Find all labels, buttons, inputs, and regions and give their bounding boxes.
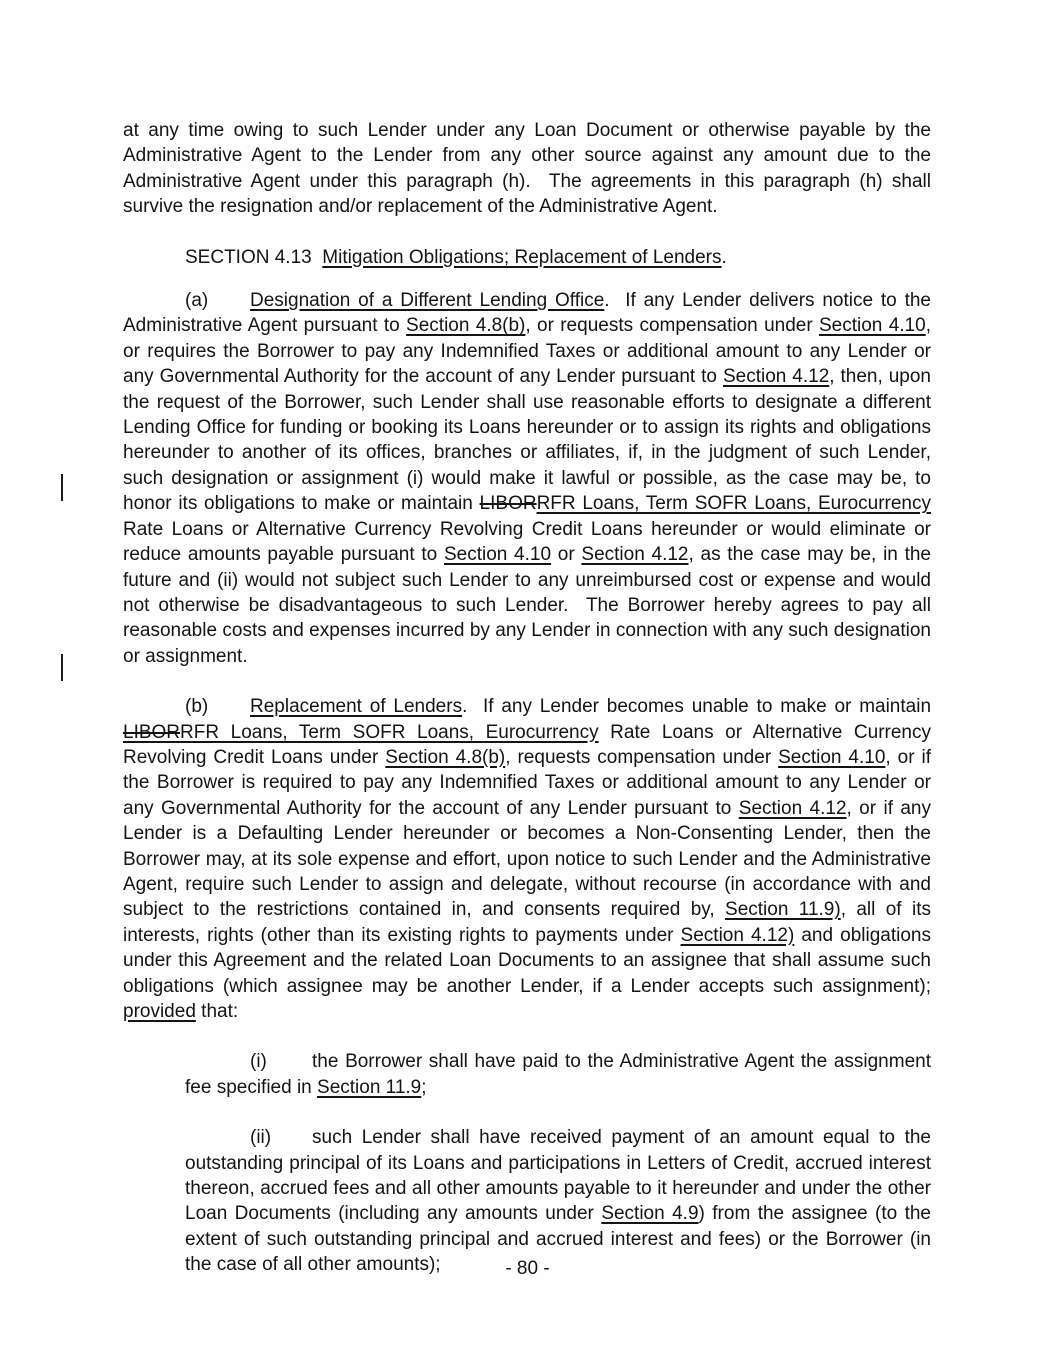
list-label: (b) <box>185 696 209 718</box>
list-label: (ii) <box>250 1127 272 1149</box>
text-run: SECTION 4.13 <box>185 246 323 268</box>
text-run: Rate Loans or Alternative Currency Revolving Credit Loans under <box>123 721 931 768</box>
section-heading-4-13 <box>123 245 931 270</box>
text-run: . If any Lender becomes unable to make or maintain <box>462 696 932 718</box>
text-run-u: RFR Loans, Term SOFR Loans, Eurocurrency <box>180 721 599 743</box>
text-run: that: <box>195 1001 239 1022</box>
text-run-u: Mitigation Obligations; Replacement of Lenders <box>322 246 722 268</box>
list-label: (a) <box>185 290 209 312</box>
document-body <box>123 118 931 1303</box>
text-run: , or requires the Borrower to pay any Indemnified Taxes or additional amount to any Lender or any Governmental Authority for the account of any Lender pursuant to <box>123 315 931 388</box>
text-run: , then, upon the request of the Borrower, such Lender shall use reasonable efforts to designate a different Lending Office for funding or booking its Loans hereunder or to assign its rights and obligations hereunder to another of its offices, branches or affiliates, if, in the judgment of such Lender, such designation or assignment (i) would make it lawful or possible, as the case may be, to honor its obligations to make or maintain <box>123 366 931 515</box>
text-run-s: LIBOR <box>479 493 537 515</box>
text-run: , or if the Borrower is required to pay any Indemnified Taxes or additional amount to any Lender or any Governmental Authority for the account of any Lender pursuant to <box>123 746 931 819</box>
paragraph-b <box>123 694 931 1024</box>
text-run-u: Section 4.12 <box>722 366 830 388</box>
change-bar-2 <box>61 654 63 681</box>
text-run: , as the case may be, in the future and (ii) would not subject such Lender to any unreimbursed cost or expense and would not otherwise be disadvantageous to such Lender. The Borrower hereby agrees to pay all reasonable costs and expenses incurred by any Lender in connection with any such designation or assignment. <box>123 544 931 667</box>
text-run: such Lender shall have received payment of an amount equal to the outstanding principal of its Loans and participations in Letters of Credit, accrued interest thereon, accrued fees and all other amounts payable to it hereunder and under the other Loan Documents (including any amounts under <box>185 1127 931 1225</box>
text-run-u: Section 4.9 <box>601 1203 699 1225</box>
page-number: - 80 - <box>505 1257 550 1279</box>
text-run-u: Section 11.9) <box>725 899 841 921</box>
text-run: , or requests compensation under <box>525 315 819 337</box>
text-run-u: Section 4.12 <box>581 544 689 566</box>
text-run-u: Section 4.10 <box>778 746 886 768</box>
text-run-u: Replacement of Lenders <box>250 696 463 718</box>
item-i <box>123 1049 931 1100</box>
text-run: , all of its interests, rights (other than its existing rights to payments under <box>123 899 931 946</box>
text-run: , or if any Lender is a Defaulting Lender hereunder or becomes a Non-Consenting Lender, then the Borrower may, at its sole expense and effort, upon notice to such Lender and the Administrative Agent, require such Lender to assign and delegate, without recourse (in accordance with and subject to the restrictions contained in, and consents required by, <box>123 797 931 921</box>
text-run: ) from the assignee (to the extent of such outstanding principal and accrued interest and fees) or the Borrower (in the case of all other amounts); <box>185 1203 932 1276</box>
text-run-u: Section 4.8(b) <box>406 315 526 337</box>
text-run: at any time owing to such Lender under any Loan Document or otherwise payable by the Administrative Agent to the Lender from any other source against any amount due to the Administrative Agent under this paragraph (h). The agreements in this paragraph (h) shall survive the resignation and/or replacement of the Administrative Agent. <box>123 120 931 218</box>
paragraph-a <box>123 288 931 669</box>
text-run-su: LIBOR <box>123 721 181 743</box>
text-run-u: Designation of a Different Lending Office <box>250 290 605 312</box>
text-run-u: RFR Loans, Term SOFR Loans, Eurocurrency <box>536 493 931 515</box>
text-run: and obligations under this Agreement and the related Loan Documents to an assignee that shall assume such obligations (which assignee may be another Lender, if a Lender accepts such assignment); <box>123 924 931 997</box>
text-run: . If any Lender delivers notice to the Administrative Agent pursuant to <box>123 290 931 337</box>
text-run-u: Section 4.10 <box>443 544 552 566</box>
text-run-u: Section 4.12 <box>738 797 847 819</box>
text-run: or <box>551 544 582 566</box>
change-bar-1 <box>61 474 63 501</box>
paragraph-continuation <box>123 118 931 220</box>
text-run: Rate Loans or Alternative Currency Revolving Credit Loans hereunder or would eliminate or reduce amounts payable pursuant to <box>123 518 931 566</box>
text-run-u: Section 4.12) <box>680 924 795 946</box>
text-run: . <box>721 246 727 268</box>
text-run-u: Section 4.10 <box>819 315 926 337</box>
text-run: , requests compensation under <box>505 746 779 768</box>
list-label: (i) <box>250 1051 267 1073</box>
text-run-u: Section 11.9 <box>317 1076 422 1098</box>
text-run-u: provided <box>123 1001 196 1022</box>
text-run: the Borrower shall have paid to the Administrative Agent the assignment fee specified in <box>185 1051 931 1098</box>
text-run-u: Section 4.8(b) <box>385 746 506 768</box>
text-run: ; <box>421 1076 427 1098</box>
